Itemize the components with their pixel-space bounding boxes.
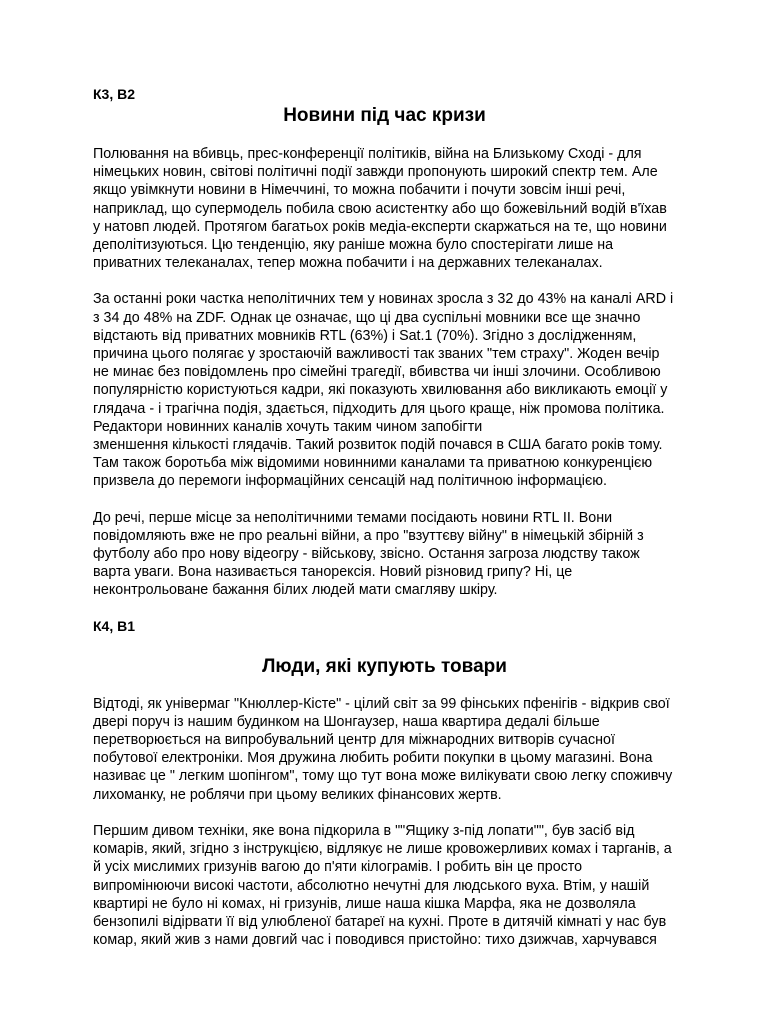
section-label: К3, В2 xyxy=(93,86,136,102)
section-label: К4, В1 xyxy=(93,617,136,634)
article-title: Новини під час кризи xyxy=(283,105,486,126)
paragraph: За останні роки частка неполітичних тем у новинах зросла з 32 до 43% на каналі ARD і з 34 до 48% на ZDF. Однак це означає, що ці два суспільні мовники все ще значно відстають від приватних мовників RTL (63%) і Sat.1 (70%). Згідно з дослідженням, причина цього полягає у зростаючій важливості так званих "тем страху". Жоден вечір не минає без повідомлень про сімейні трагедії, вбивства чи інші злочини. Особливою популярністю користуються кадри, які показують хвилювання або викликають емоції у глядача - і трагічна подія, здається, підходить для цього краще, ніж промова політика. Редактори новинних каналів хочуть таким чином запобігти зменшення кількості глядачів. Такий розвиток подій почався в США багато років тому. Там також боротьба між відомими новинними каналами та приватною конкуренцією призвела до перемоги інформаційних сенсацій над політичною інформацією. xyxy=(93,291,674,490)
paragraph: До речі, перше місце за неполітичними темами посідають новини RTL II. Вони повідомляють вже не про реальні війни, а про "взуттєву війну" в німецькій збірній з футболу або про нову відеогру - військову, звісно. Остання загроза людству також варта уваги. Вона називається танорексія. Новий різновид грипу? Ні, це неконтрольоване бажання білих людей мати смагляву шкіру. xyxy=(93,509,644,599)
document-page xyxy=(93,86,676,949)
paragraph: Відтоді, як універмаг "Кнюллер-Кісте" - цілий світ за 99 фінських пфенігів - відкрив свої двері поруч із нашим будинком на Шонгаузер, наша квартира дедалі більше перетворюється на випробувальний центр для міжнародних витворів сучасної побутової електроніки. Моя дружина любить робити покупки в цьому магазині. Вона називає це " легким шопінгом", тому що тут вона може вилікувати свою легку споживчу лихоманку, не роблячи при цьому великих фінансових жертв. xyxy=(93,695,673,803)
paragraph: Полювання на вбивць, прес-конференції політиків, війна на Близькому Сході - для німецьких новин, світові політичні події завжди пропонують широкий спектр тем. Але якщо увімкнути новини в Німеччині, то можна побачити і почути зовсім інші речі, наприклад, що супермодель побила свою асистентку або що божевільний водій в'їхав у натовп людей. Протягом багатьох років медіа-експерти скаржаться на те, що новини деполітизуються. Цю тенденцію, яку раніше можна було спостерігати лише на приватних телеканалах, тепер можна побачити і на державних телеканалах. xyxy=(93,146,667,272)
paragraph: Першим дивом техніки, яке вона підкорила в ""Ящику з-під лопати"", був засіб від комарів, який, згідно з інструкцією, відлякує не лише кровожерливих комах і тарганів, а й усіх мислимих гризунів вагою до п'яти кілограмів. І робить він це просто випромінюючи високі частоти, абсолютно нечутні для людського вуха. Втім, у нашій квартирі не було ні комах, ні гризунів, лише наша кішка Марфа, яка не дозволяла бензопилі відірвати її від улюбленої батареї на кухні. Проте в дитячій кімнаті у нас був комар, який жив з нами довгий час і поводився пристойно: тихо дзижчав, харчувався xyxy=(93,822,672,949)
article-title: Люди, які купують товари xyxy=(262,655,507,677)
